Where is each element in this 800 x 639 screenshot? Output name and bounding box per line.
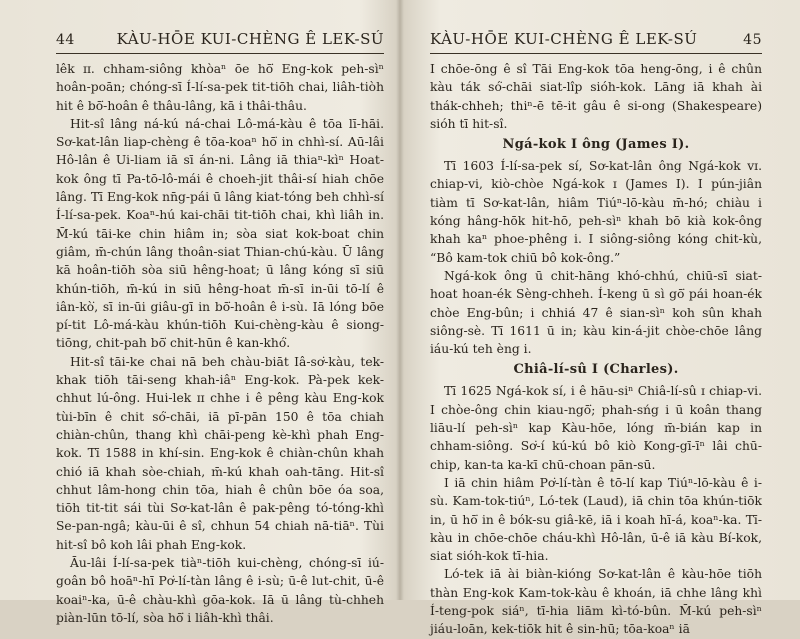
- left-page: [0, 0, 400, 625]
- page-body: [56, 60, 384, 627]
- section-heading: Chiâ-lí-sû I (Charles).: [513, 362, 679, 378]
- running-head-title: KÀU-HŌE KUI-CHÈNG Ê LEK-SÚ: [430, 30, 698, 48]
- paragraph: Tī 1603 Í-lí-sa-pek sí, Sơ-kat-lân ông Ngá-kok ᴠɪ. chiap-vi, kiò-chòe Ngá-kok ɪ (James I). I pún-jiân tiàm tī Sơ-kat-lân, hiâm Tiúⁿ-lō-kàu m̄-hó; chiàu i kóng hâng-hōk hit-hō, peh-sìⁿ khah bō kià kok-ông khah kaⁿ phoe-phêng i. I siông-siông kóng chit-kù, “Bô kam-tok chiū bô kok-ông.”: [430, 159, 762, 265]
- page-body: [430, 60, 762, 639]
- paragraph: Hit-sî lâng ná-kú ná-chai Lô-má-kàu ê tōa lī-hāi. Sơ-kat-lân liap-chèng ê tōa-koaⁿ hō͘ in chhì-sí. Aū-lâi Hô-lân ê Ui-liam iā sī án-ni. Lâng iā thiaⁿ-kìⁿ Hoat-kok ông tī Pa-tō-lô-mái ê choeh-jit thâi-sí hiah chōe lâng. Tī Eng-kok nn̄g-pái ū lâng kiat-tóng beh chhì-sí Í-lí-sa-pek. Koaⁿ-hú kai-chāi tit-tiōh chai, khì liâh in. M̄-kú tāi-ke chin hiâm in; sòa siat kok-boat chin giâm, m̄-chún lâng thoân-siat Thian-chú-kàu. Ū lâng kā hoân-tiōh sòa siū hêng-hoat; ū lâng kóng sī siū khún-tiōh, m̄-kú in siū hêng-hoat m̄-sī in-ūi tō-lí ê iân-kò͘, sī in-ūi giâu-gī in bō͘-hoân ê i-sù. Iā lóng bōe pí-tit Lô-má-kàu khún-tiōh Kui-chèng-kàu ê siong-tiōng, chit-pah bō͘ chit-hūn ê kan-khó͘.: [56, 116, 384, 351]
- running-header: [56, 30, 384, 54]
- page-number: 44: [56, 32, 75, 48]
- running-head-title: KÀU-HŌE KUI-CHÈNG Ê LEK-SÚ: [116, 30, 384, 48]
- right-page: [400, 0, 800, 637]
- page-number: 45: [743, 32, 762, 48]
- paragraph: Ngá-kok ông ū chit-hāng khó-chhú, chiū-sī siat-hoat hoan-ék Sèng-chheh. Í-keng ū sì gō͘ pái hoan-ék chòe Eng-bûn; i chhiá 47 ê sian-sìⁿ koh sûn khah siông-sè. Tī 1611 ū in; kàu kin-á-jit chòe-chōe lâng iáu-kú teh èng i.: [430, 268, 762, 357]
- paragraph: Tī 1625 Ngá-kok sí, i ê hāu-siⁿ Chiâ-lí-sû ɪ chiap-vi. I chòe-ông chin kiau-ngō͘; phah-sńg i ū koân thang liāu-lí peh-sìⁿ kap Kàu-hōe, lóng m̄-bián kap in chham-siông. Sơ͘-í kú-kú bô kiò Kong-gī-īⁿ lâi chū-chip, kan-ta ka-kī chū-choan pān-sū.: [430, 384, 762, 472]
- paragraph: lêk ɪɪ. chham-siông khòaⁿ ōe hō͘ Eng-kok peh-sìⁿ hoân-poān; chóng-sī Í-lí-sa-pek tit-tiōh chai, liâh-tiòh hit ê bō͘-hoân ê thâu-lâng, kā i thâi-thâu.: [56, 62, 384, 113]
- section-heading: Ngá-kok I ông (James I).: [502, 137, 690, 153]
- paragraph: I chōe-ōng ê sî Tāi Eng-kok tōa heng-ōng, i ê chûn kàu ták só͘-chāi siat-lîp sióh-kok. Lāng iā khah ài thák-chheh; thiⁿ-ē tē-it gâu ê si-ong (Shakespeare) sióh tī hit-sî.: [430, 62, 762, 131]
- paragraph: Hit-sî tāi-ke chai nā beh chàu-biāt Iâ-sơ͘-kàu, tek-khak tiōh tāi-seng khah-iâⁿ Eng-kok. Pà-pek kek-chhut lú-ông. Hui-lek ɪɪ chhe i ê pêng kàu Eng-kok tùi-bīn ê chit só͘-chāi, iā pī-pān 150 ê tōa chiah chiàn-chûn, thang khì chāi-peng kè-khì phah Eng-kok. Tī 1588 in khí-sin. Eng-kok ê chiàn-chûn khah chió iā khah sòe-chiah, m̄-kú khah oah-tāng. Hit-sî chhut lâm-hong chin tōa, hiah ê chûn bōe óa soa, tiōh tit-tit sái tùi Sơ-kat-lân ê pak-pêng tó-tóng-khì Se-pan-ngâ; kàu-ūi ê sî, chhun 54 chiah nā-tiāⁿ. Tùi hit-sî bô koh lâi phah Eng-kok.: [56, 354, 384, 552]
- paragraph: Āu-lâi Í-lí-sa-pek tiàⁿ-tiōh kui-chèng, chóng-sī iú-goân bô hoāⁿ-hī Pơ͘-lí-tàn lâng ê i-sù; ū-ê lut-chit, ū-ê koaiⁿ-ka, ū-ê chàu-khì gōa-kok. Iā ū lâng tù-chheh piàn-lūn tō-lí, sòa hō͘ i liâh-khì thâi.: [56, 556, 384, 625]
- running-header: [430, 30, 762, 54]
- paragraph: Ló-tek iā ài biàn-kióng Sơ-kat-lân ê kàu-hōe tiōh thàn Eng-kok Kam-tok-kàu ê khoán, iā chhe lâng khì Í-teng-pok siáⁿ, tī-hia liām kì-tó-bûn. M̄-kú peh-sìⁿ jiáu-loān, kek-tiōk hit ê sin-hū; tōa-koaⁿ iā: [430, 567, 762, 637]
- paragraph: I iā chin hiâm Pơ͘-lí-tàn ê tō-lí kap Tiúⁿ-lō-kàu ê i-sù. Kam-tok-tiúⁿ, Ló-tek (Laud), iā chin tōa khún-tiōk in, ū hō͘ in ê bók-su giâ-kē, iā i koah hī-á, koaⁿ-ka. Tī-kàu in chōe-chōe cháu-khì Hô-lân, ū-ê iā kàu Bí-kok, siat sióh-kok tī-hia.: [430, 475, 762, 564]
